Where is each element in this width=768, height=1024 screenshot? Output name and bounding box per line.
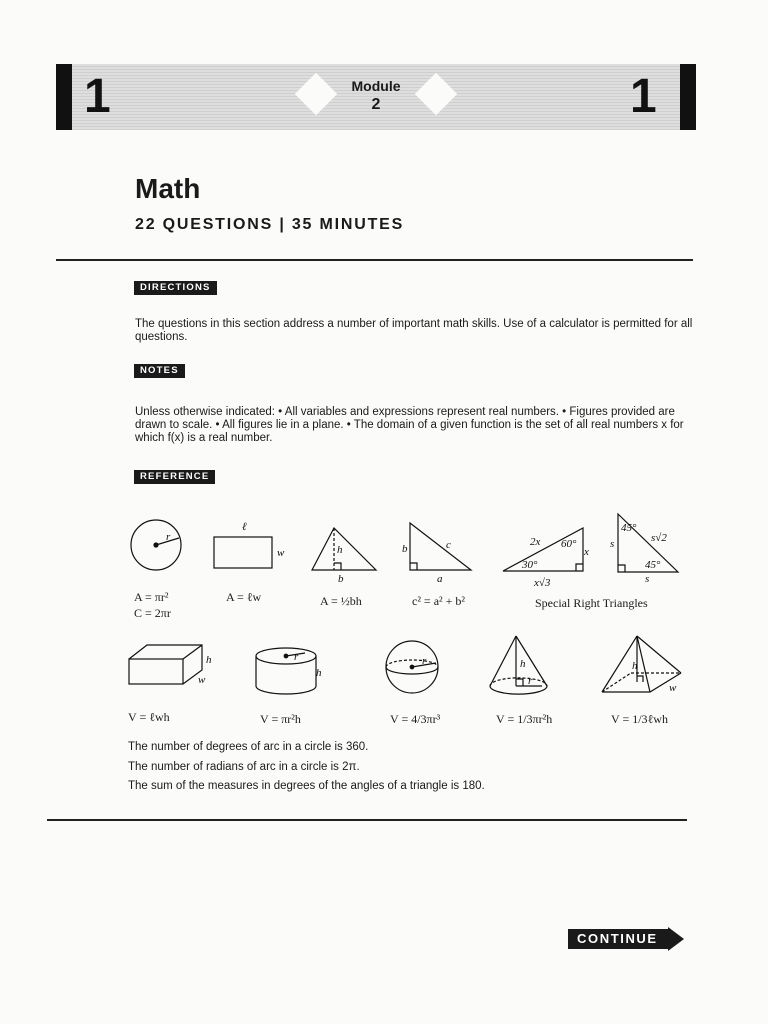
circle-radius-label: r — [166, 531, 171, 543]
rectangle-area-formula: A = ℓw — [226, 590, 262, 604]
page-title: Math — [135, 173, 201, 204]
continue-label: CONTINUE — [568, 929, 670, 949]
fact-degrees: The number of degrees of arc in a circle is 360. — [128, 741, 369, 753]
angle-45-top-label: 45° — [621, 522, 637, 534]
leg-a-label: a — [437, 573, 443, 585]
cylinder-volume-formula: V = πr²h — [260, 712, 301, 726]
bottom-divider — [47, 819, 687, 821]
cylinder-radius-label: r — [294, 651, 299, 663]
leg-s-bottom-label: s — [645, 573, 650, 585]
angle-45-bottom-label: 45° — [645, 559, 661, 571]
arrow-right-icon — [668, 927, 684, 951]
pyramid-height-label: h — [632, 660, 638, 672]
title-divider — [56, 259, 693, 261]
special-triangles-caption: Special Right Triangles — [535, 596, 648, 610]
reference-label: REFERENCE — [134, 470, 215, 484]
pyramid-width-label: w — [669, 682, 677, 694]
box-volume-formula: V = ℓwh — [128, 710, 170, 724]
fact-triangle-sum: The sum of the measures in degrees of the angles of a triangle is 180. — [128, 780, 485, 792]
reference-facts — [128, 738, 485, 797]
triangle-figure — [312, 528, 376, 570]
triangle-height-label: h — [337, 544, 343, 556]
directions-text: The questions in this section address a number of important math skills. Use of a calculator is permitted for all questions. — [135, 318, 693, 343]
angle-30-label: 30° — [522, 559, 538, 571]
banner-right-bar — [680, 64, 696, 130]
module-banner — [56, 64, 696, 130]
notes-label: NOTES — [134, 364, 185, 378]
box-figure — [129, 645, 202, 684]
rectangle-figure — [214, 537, 272, 568]
triangle-area-formula: A = ½bh — [320, 594, 362, 608]
module-label: Module — [351, 78, 401, 94]
sphere-radius-label: r — [422, 655, 427, 667]
circle-circumference-formula: C = 2πr — [134, 606, 171, 620]
continue-button[interactable] — [568, 927, 686, 951]
module-number: 2 — [371, 96, 381, 113]
pythagorean-formula: c² = a² + b² — [412, 594, 465, 608]
fact-radians: The number of radians of arc in a circle is 2π. — [128, 760, 360, 773]
directions-label: DIRECTIONS — [134, 281, 217, 295]
reference-figures — [0, 500, 768, 720]
cylinder-height-label: h — [316, 667, 322, 679]
box-width-label: w — [198, 674, 206, 686]
leg-b-label: b — [402, 543, 408, 555]
sphere-figure — [386, 641, 438, 693]
angle-60-label: 60° — [561, 538, 577, 550]
section-number-right: 1 — [630, 70, 657, 123]
cone-radius-label: r — [528, 675, 533, 687]
cone-figure — [490, 636, 547, 694]
triangle-base-label: b — [338, 573, 344, 585]
sphere-volume-formula: V = 4/3πr³ — [390, 712, 441, 726]
circle-figure — [131, 520, 181, 570]
hypotenuse-2x-label: 2x — [530, 536, 541, 548]
hypotenuse-s-root2-label: s√2 — [651, 532, 667, 544]
rectangle-length-label: ℓ — [242, 521, 247, 533]
right-triangle-figure — [410, 523, 471, 570]
circle-area-formula: A = πr² — [134, 590, 169, 604]
box-height-label: h — [206, 654, 212, 666]
notes-text: Unless otherwise indicated: • All variables and expressions represent real numbers. • Figures provided are drawn to scale. • All figures lie in a plane. • The domain of a given function is the set of all real numbers x for which f(x) is a real number. — [135, 406, 684, 444]
long-leg-label: x√3 — [534, 577, 551, 589]
leg-s-left-label: s — [610, 538, 615, 550]
rectangle-width-label: w — [277, 547, 285, 559]
hypotenuse-label: c — [446, 539, 451, 551]
short-leg-x-label: x — [584, 546, 589, 558]
page-subtitle: 22 QUESTIONS | 35 MINUTES — [135, 216, 405, 233]
cylinder-figure — [256, 648, 316, 694]
section-number-left: 1 — [84, 70, 111, 123]
pyramid-volume-formula: V = 1/3ℓwh — [611, 712, 668, 726]
cone-height-label: h — [520, 658, 526, 670]
cone-volume-formula: V = 1/3πr²h — [496, 712, 553, 726]
